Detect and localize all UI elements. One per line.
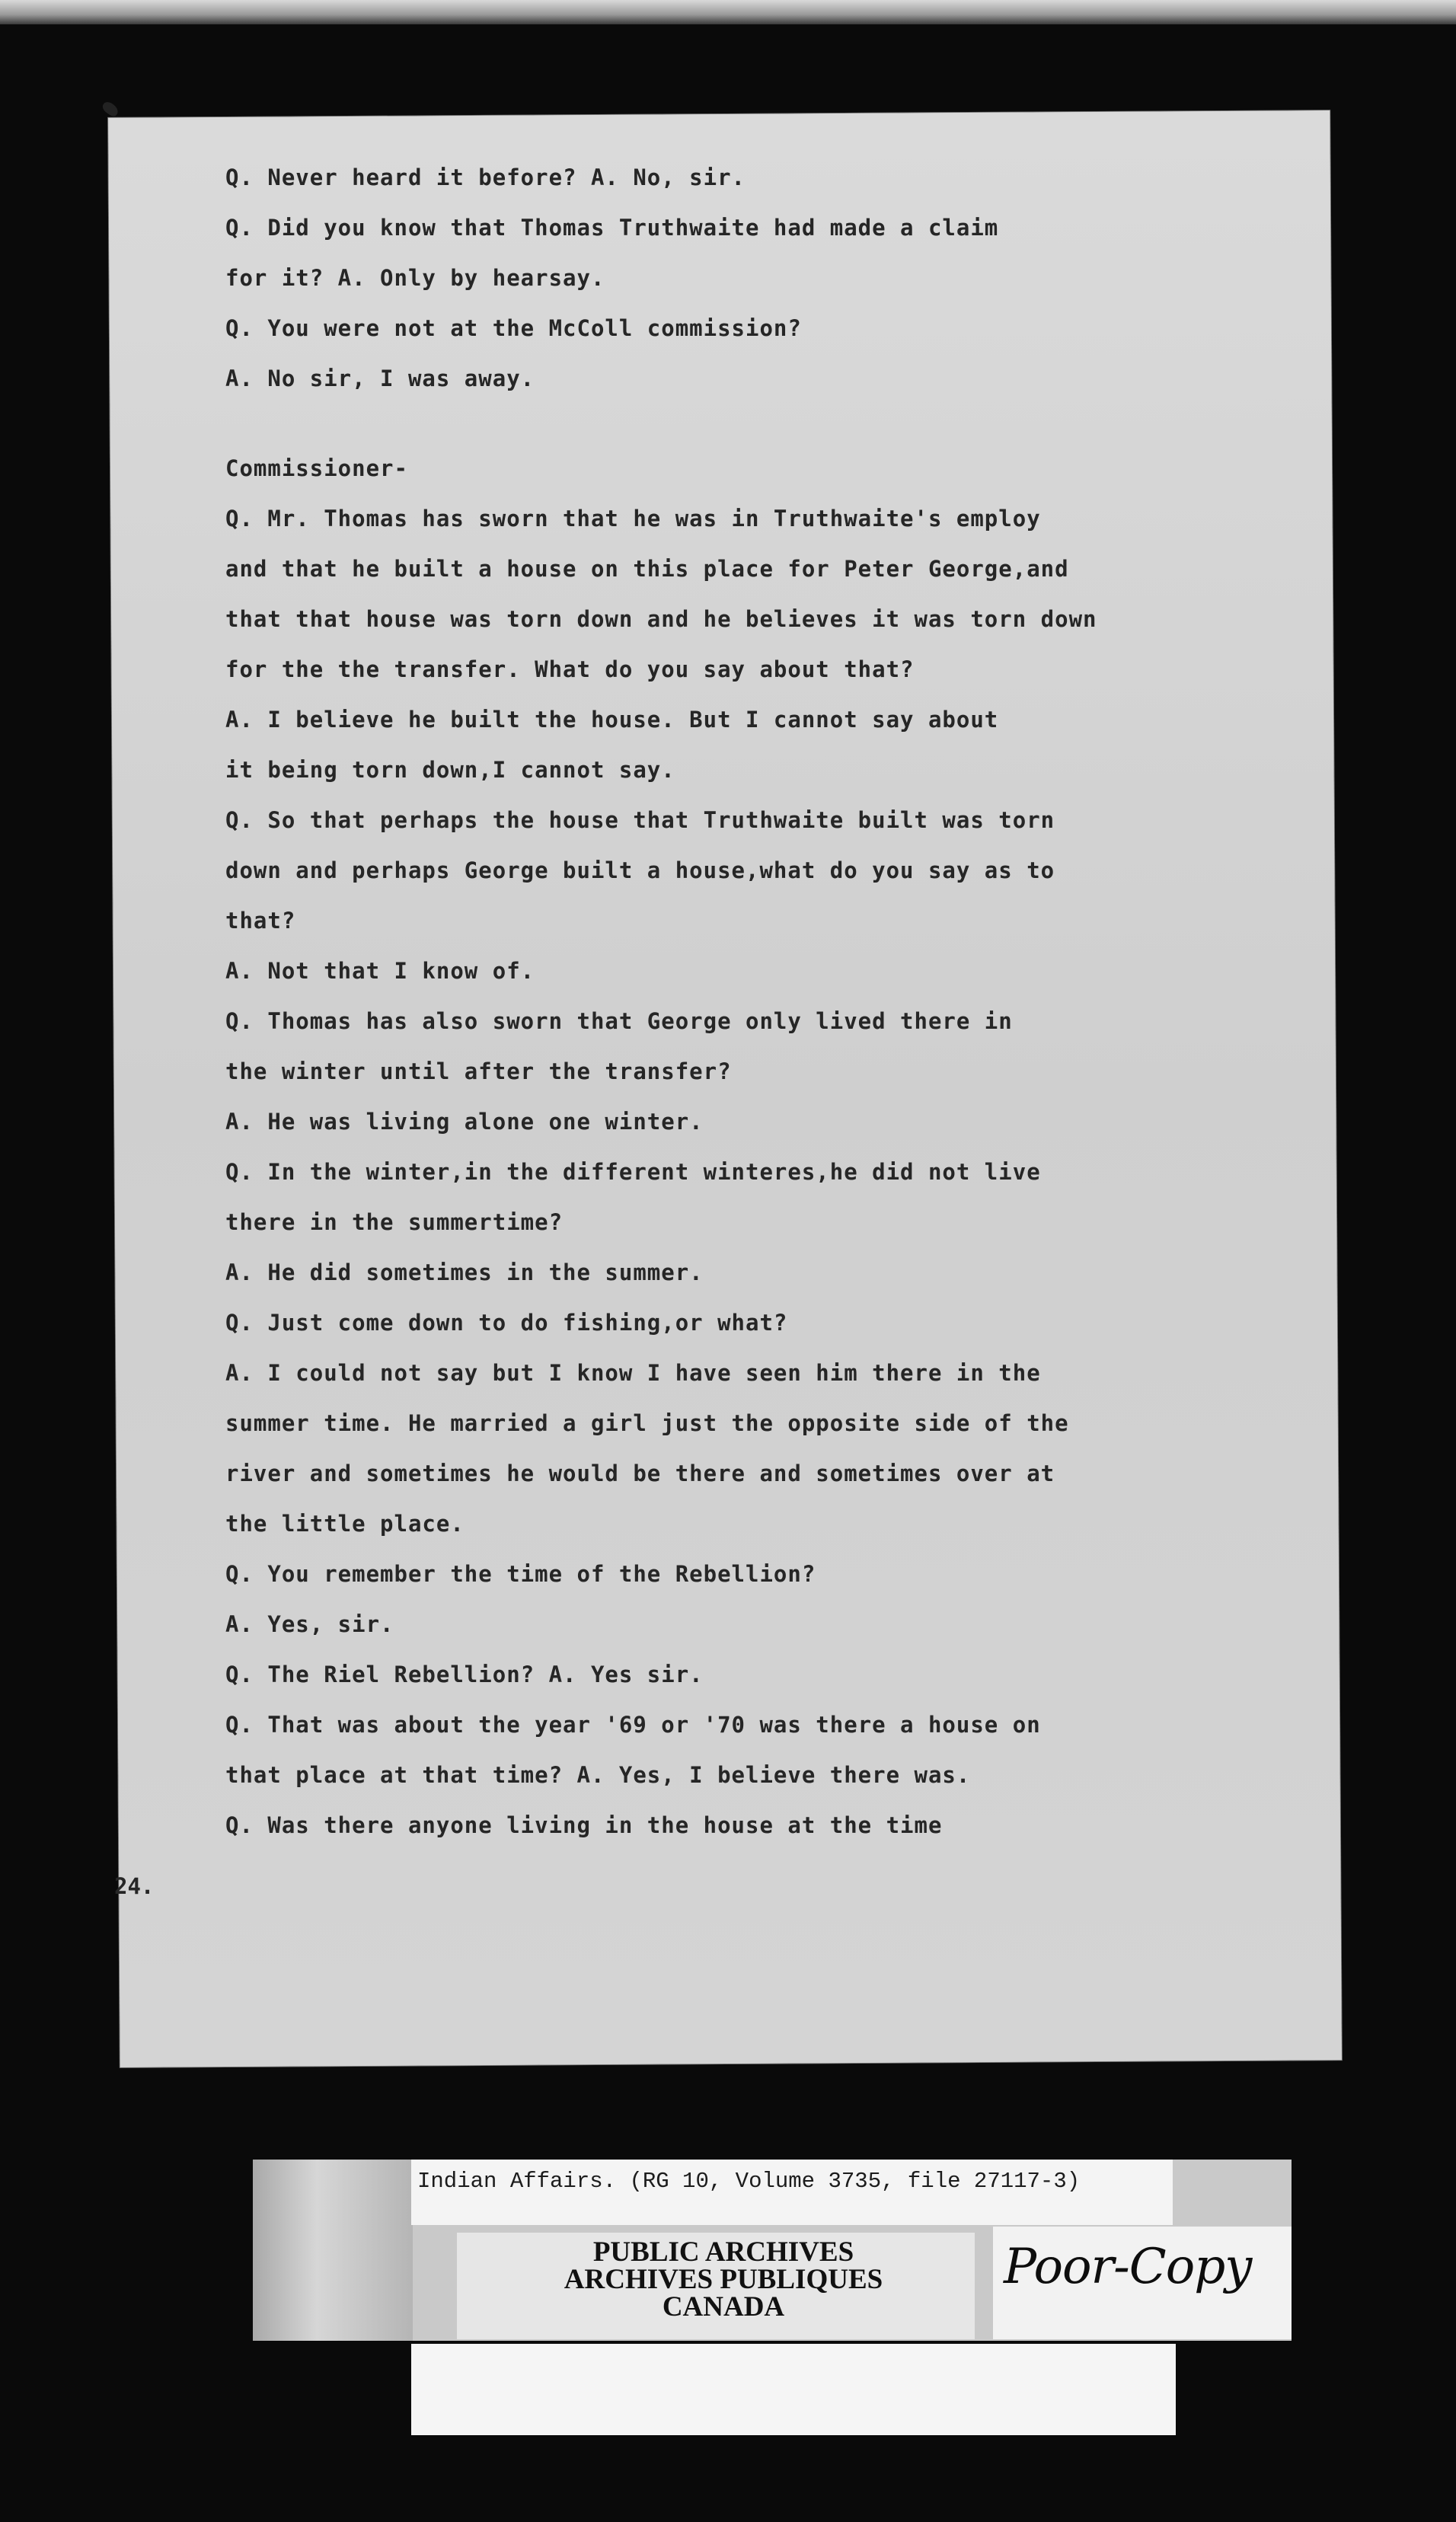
transcript-line: Q. Never heard it before? A. No, sir. [225,164,746,190]
speaker-heading: Commissioner- [225,455,408,481]
transcript-line: A. Yes, sir. [225,1611,394,1637]
page-number: 24. [114,1873,155,1899]
transcript-line: that place at that time? A. Yes, I believe there was. [225,1762,971,1788]
archive-name [472,2236,975,2322]
transcript-line: Q. You were not at the McColl commission? [225,315,802,341]
transcript-line: Q. That was about the year '69 or '70 was there a house on [225,1712,1041,1738]
quality-stamp: Poor-Copy [1004,2239,1252,2295]
transcript-line: Q. Was there anyone living in the house at the time [225,1812,943,1838]
transcript-line: A. He was living alone one winter. [225,1109,704,1135]
transcript-line: it being torn down,I cannot say. [225,757,675,783]
transcript-line: Q. Just come down to do fishing,or what? [225,1310,788,1336]
transcript-line: A. I could not say but I know I have seen him there in the [225,1360,1041,1386]
transcript-line: Q. Mr. Thomas has sworn that he was in Truthwaite's employ [225,506,1041,532]
blank-card [411,2344,1176,2435]
transcript-line: A. He did sometimes in the summer. [225,1259,704,1285]
transcript-line: Q. Did you know that Thomas Truthwaite had made a claim [225,215,999,241]
label-tape [253,2160,413,2341]
transcript-line: Q. Thomas has also sworn that George only lived there in [225,1008,1013,1034]
film-edge [0,0,1456,24]
archive-name-fr: ARCHIVES PUBLIQUES [564,2264,883,2295]
archive-name-en: PUBLIC ARCHIVES [592,2236,854,2268]
transcript-line: for the the transfer. What do you say about that? [225,656,915,682]
transcript-line: down and perhaps George built a house,what do you say as to [225,857,1055,883]
transcript-line: Q. In the winter,in the different winteres,he did not live [225,1159,1041,1185]
transcript-body [225,152,1200,1850]
transcript-line: and that he built a house on this place for Peter George,and [225,556,1069,582]
transcript-line: Q. So that perhaps the house that Truthwaite built was torn [225,807,1055,833]
transcript-line: summer time. He married a girl just the opposite side of the [225,1410,1069,1436]
transcript-line: river and sometimes he would be there and sometimes over at [225,1461,1055,1486]
archive-reference: Indian Affairs. (RG 10, Volume 3735, file 27117-3) [417,2169,1081,2194]
transcript-line: that that house was torn down and he believes it was torn down [225,606,1097,632]
transcript-line: Q. The Riel Rebellion? A. Yes sir. [225,1662,704,1687]
archive-country: CANADA [662,2291,785,2322]
transcript-line: there in the summertime? [225,1209,564,1235]
transcript-line: for it? A. Only by hearsay. [225,265,605,291]
transcript-line: the winter until after the transfer? [225,1058,732,1084]
transcript-line: A. Not that I know of. [225,958,535,984]
transcript-line: A. No sir, I was away. [225,366,535,391]
transcript-line: the little place. [225,1511,465,1537]
transcript-line: Q. You remember the time of the Rebellion? [225,1561,816,1587]
transcript-line: A. I believe he built the house. But I cannot say about [225,707,999,733]
transcript-line: that? [225,908,296,934]
film-speck [101,100,120,118]
